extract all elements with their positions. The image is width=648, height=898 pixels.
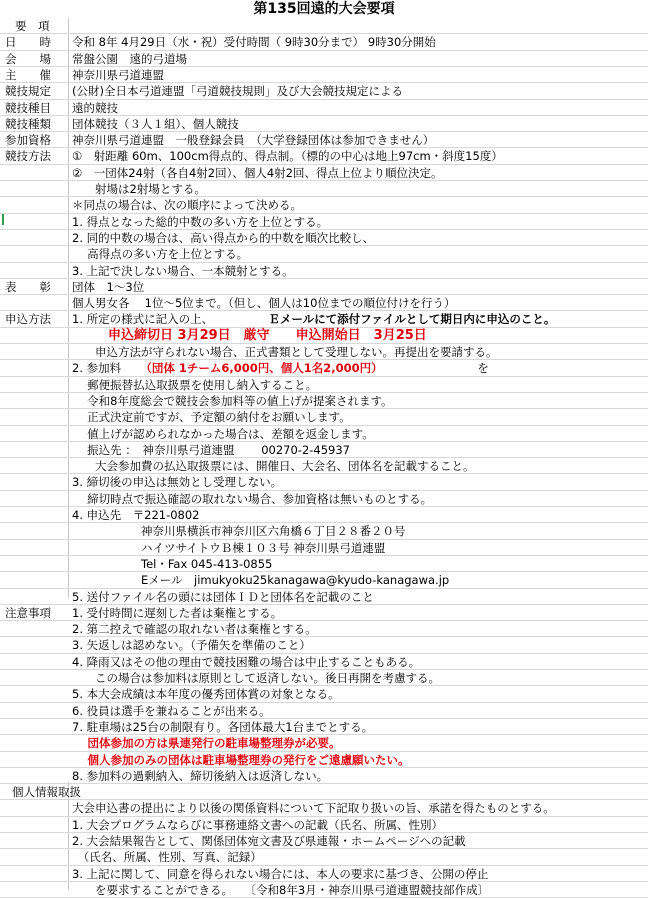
row-text: 2. 参加料 [72, 361, 122, 376]
table-row [0, 442, 648, 458]
table-row [0, 637, 648, 653]
table-row [0, 621, 648, 637]
parking-notice: 団体参加の方は県連発行の駐車場整理券が必要。 [72, 736, 341, 751]
table-row [0, 34, 648, 50]
row-text-tail: を [477, 361, 489, 376]
row-text: 射場は2射場とする。 [72, 182, 206, 196]
table-row [0, 295, 648, 311]
row-text: 2. 同的中数の場合は、高い得点から的中数を順次比較し、 [72, 230, 375, 245]
row-text: 郵便振替払込取扱票を使用し納入すること。 [72, 377, 318, 392]
row-text: 高得点の多い方を上位とする。 [72, 247, 249, 262]
row-text: 振込先 ： 神奈川県弓道連盟 00270-2-45937 [72, 442, 350, 457]
row-text: 1. 大会プログラムならびに事務連絡文書への記載（氏名、所属、性別） [72, 817, 444, 832]
table-row [0, 181, 648, 197]
table-row [0, 654, 648, 670]
table-row [0, 426, 648, 442]
table-row [0, 474, 648, 490]
row-label: 主 催 [5, 67, 51, 82]
table-row [0, 409, 648, 425]
row-text: 4. 降雨又はその他の理由で競技困難の場合は中止することもある。 [72, 654, 421, 669]
row-label: 申込方法 [5, 312, 51, 327]
table-row [0, 328, 648, 344]
table-row [0, 311, 648, 327]
row-text: 遠的競技 [72, 100, 118, 115]
table-row [0, 866, 648, 882]
row-text: (公財)全日本弓道連盟「弓道競技規則」及び大会競技規定による [72, 84, 403, 99]
table-row [0, 491, 648, 507]
table-row [0, 279, 648, 295]
row-text: 4. 申込先 〒221-0802 [72, 508, 200, 522]
parking-notice: 個人参加のみの団体は駐車場整理券の発行をご遠慮願いたい。 [72, 752, 410, 767]
row-text: 3. 矢返しは認めない。（予備矢を準備のこと） [72, 638, 311, 653]
table-row [0, 523, 648, 539]
table-row [0, 686, 648, 702]
row-label: 会 場 [5, 51, 51, 66]
row-text: 締切時点で振込確認の取れない場合、参加資格は無いものとする。 [72, 491, 433, 506]
table-row [0, 458, 648, 474]
table-row [0, 18, 648, 34]
row-label: 要 項 [15, 19, 50, 33]
row-text: 8. 参加料の過剰納入、締切後納入は返済しない。 [72, 768, 329, 783]
row-label: 競技規定 [5, 84, 51, 99]
row-text: 5. 本大会成績は本年度の優秀団体賞の対象となる。 [72, 687, 340, 702]
table-row [0, 51, 648, 67]
row-text: 神奈川県横浜市神奈川区六角橋６丁目２８番２０号 [72, 524, 406, 539]
table-row [0, 100, 648, 116]
row-text: 6. 役員は選手を兼ねることが出来る。 [72, 703, 271, 718]
row-text: 値上げが認められなかった場合は、差額を返金します。 [72, 426, 374, 441]
table-row [0, 214, 648, 230]
row-text: 常盤公園 遠的弓道場 [72, 51, 187, 66]
table-row [0, 800, 648, 816]
row-text: 3. 上記で決しない場合、一本競射とする。 [72, 263, 294, 278]
row-text: 7. 駐車場は25台の制限有り。各団体最大1台までとする。 [72, 719, 374, 734]
table-row [0, 507, 648, 523]
table-row [0, 377, 648, 393]
row-text: Eメール jimukyoku25kanagawa@kyudo-kanagawa.jp [72, 573, 450, 588]
row-text: 1. 得点となった総的中数の多い方を上位とする。 [72, 214, 329, 229]
row-text: 2. 第二控えで確認の取れない者は棄権とする。 [72, 622, 317, 637]
table-row [0, 263, 648, 279]
table-row [0, 83, 648, 99]
row-label: 競技種目 [5, 100, 51, 115]
page-title: 第135回遠的大会要項 [253, 1, 395, 17]
row-text: 令和8年度総会で競技会参加料等の値上げが提案されます。 [72, 393, 393, 408]
row-text: ② 一団体24射（各自4射2回）、個人4射2回、得点上位より順位決定。 [72, 165, 443, 180]
row-text: 5. 送付ファイル名の頭には団体ＩＤと団体名を記載のこと [72, 589, 374, 604]
row-label: 個人情報取扱 [12, 785, 81, 800]
table-row [0, 148, 648, 164]
row-text: ＊同点の場合は、次の順序によって決める。 [72, 198, 302, 213]
row-text: を要求することができる。 〔令和8年3月・神奈川県弓道連盟競技部作成〕 [72, 882, 490, 897]
table-row [0, 670, 648, 686]
table-row [0, 849, 648, 865]
row-label: 競技方法 [5, 149, 51, 164]
row-label: 注意事項 [5, 605, 51, 620]
row-text: 大会参加費の払込取扱票には、開催日、大会名、団体名を記載すること。 [72, 459, 475, 474]
table-row [0, 752, 648, 768]
row-text: 団体 1～3位 [72, 279, 145, 294]
table-row [0, 197, 648, 213]
row-text: 神奈川県弓道連盟 [72, 67, 164, 82]
table-row [0, 817, 648, 833]
table-row [0, 344, 648, 360]
row-text: 神奈川県弓道連盟 一般登録会員 （大学登録団体は参加できません） [72, 133, 435, 148]
table-row [0, 246, 648, 262]
row-label: 参加資格 [5, 133, 51, 148]
table-row [0, 703, 648, 719]
row-text: 大会申込書の提出により以後の関係資料について下記取り扱いの旨、承諾を得たものとする。 [72, 801, 555, 816]
row-text: Tel・Fax 045-413-0855 [72, 556, 273, 571]
table-row [0, 833, 648, 849]
row-emphasis: Ｅメールにて添付ファイルとして期日内に申込のこと。 [268, 312, 556, 327]
table-row [0, 540, 648, 556]
table-row [0, 784, 648, 800]
table-row [0, 230, 648, 246]
table-row [0, 393, 648, 409]
table-row [0, 116, 648, 132]
row-text: 1. 受付時間に遅刻した者は棄権とする。 [72, 605, 283, 620]
row-label: 表 彰 [5, 279, 51, 294]
row-text: 正式決定前ですが、予定額の納付をお願いします。 [72, 410, 351, 425]
row-text: 申込方法が守られない場合、正式書類として受理しない。再提出を要請する。 [72, 345, 498, 359]
row-label: 日 時 [5, 35, 51, 50]
deadline-notice: 申込締切日 3月29日 厳守 申込開始日 3月25日 [108, 327, 427, 343]
row-text: （氏名、所属、性別、写真、記録） [72, 850, 262, 865]
table-row [0, 132, 648, 148]
row-text: 令和 8年 4月29日（水・祝）受付時間（ 9時30分まで） 9時30分開始 [72, 35, 436, 50]
table-row [0, 360, 648, 376]
table-row [0, 605, 648, 621]
table-row [0, 719, 648, 735]
row-text: 3. 上記に関して、同意を得られない場合には、本人の要求に基づき、公開の停止 [72, 866, 489, 881]
table-row [0, 556, 648, 572]
fee-highlight: （団体 1チーム6,000円、個人1名2,000円） [140, 361, 383, 376]
row-text: 個人男女各 1位～5位まで。（但し、個人は10位までの順位付けを行う） [72, 296, 456, 311]
row-text: 1. 所定の様式に記入の上、 [72, 312, 214, 327]
table-row [0, 67, 648, 83]
table-row [0, 768, 648, 784]
row-text: この場合は参加料は原則として返済しない。後日再開を考慮する。 [72, 671, 440, 685]
table-row [0, 572, 648, 588]
row-text: 2. 大会結果報告として、関係団体宛文書及び県連報・ホームページへの記載 [72, 834, 466, 848]
table-row [0, 165, 648, 181]
row-text: ハイツサイトウＢ棟１０３号 神奈川県弓道連盟 [72, 540, 386, 555]
table-row [0, 589, 648, 605]
row-label: 競技種類 [5, 116, 51, 131]
row-text: 3. 締切後の申込は無効とし受理しない。 [72, 475, 283, 490]
row-text: 団体競技（３人１組）、個人競技 [72, 116, 239, 131]
row-text: ① 射距離 60m、100cm得点的、得点制。（標的の中心は地上97cm・斜度15度） [72, 149, 503, 164]
table-row [0, 735, 648, 751]
